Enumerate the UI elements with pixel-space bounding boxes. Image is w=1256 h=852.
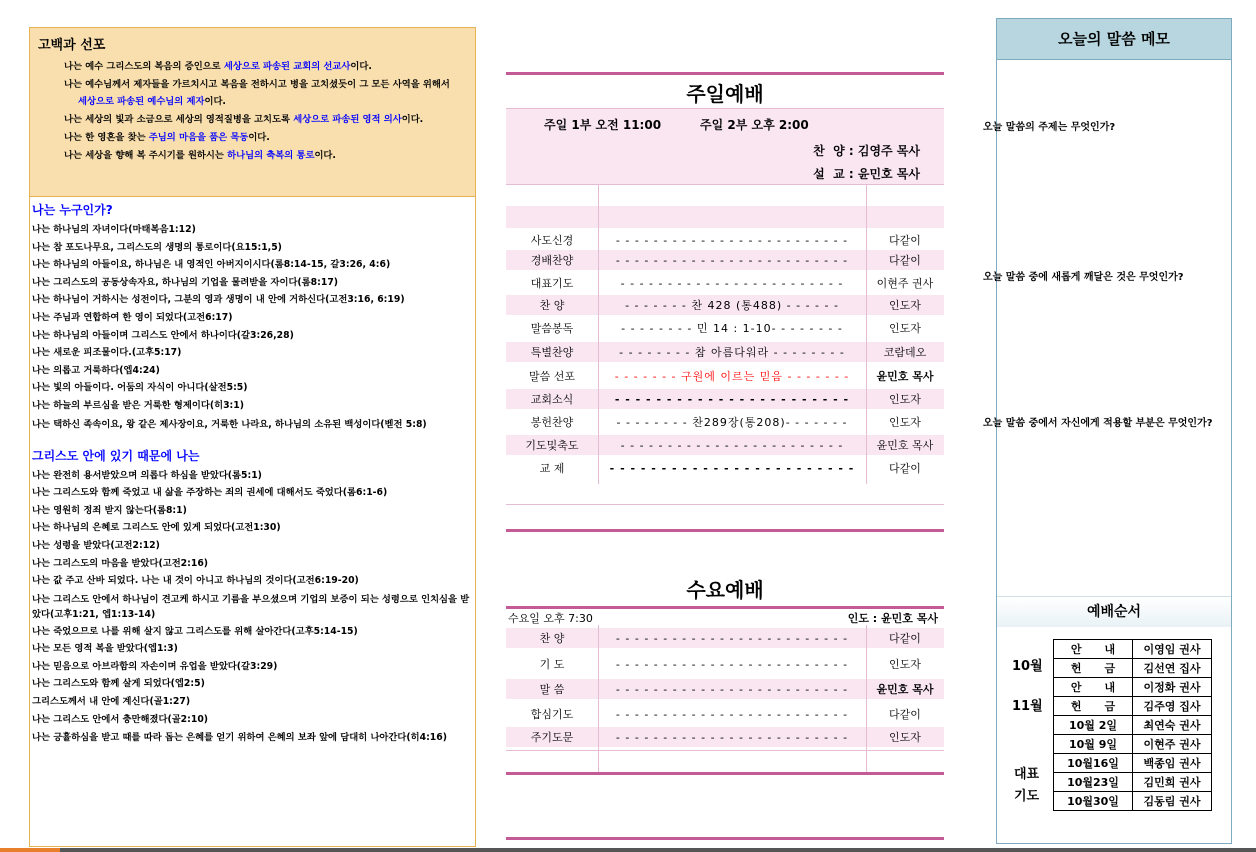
table-row: 10월30일 김동림 권사 bbox=[1054, 792, 1212, 811]
table-row: 안 내 이영임 권사 bbox=[1054, 640, 1212, 659]
table-row: 10월 2일 최연숙 권사 bbox=[1054, 716, 1212, 735]
list-item: 찬 양 - - - - - - - - - - - - - - - - - - - - - - - - - 다같이 bbox=[506, 628, 944, 648]
in-christ-line: 나는 그리스도의 마음을 받았다(고전2:16) bbox=[32, 557, 209, 569]
list-item: 말씀 선포 - - - - - - - 구원에 이르는 믿음 - - - - - - - 윤민호 목사 bbox=[528, 370, 934, 383]
list-item: 말 씀 - - - - - - - - - - - - - - - - - - - - - - - - - 윤민호 목사 bbox=[506, 679, 944, 699]
creed-line: 나는 세상을 향해 복 주시기를 원하시는 하나님의 축복의 통로이다. bbox=[64, 150, 336, 161]
identity-line: 나는 빛의 아들이다. 어둠의 자식이 아니다(살전5:5) bbox=[32, 382, 248, 394]
in-christ-line: 나는 성령을 받았다(고전2:12) bbox=[32, 539, 160, 551]
spacer-row bbox=[506, 206, 944, 228]
identity-line: 나는 택하신 족속이요, 왕 같은 제사장이요, 거룩한 나라요, 하나님의 소유된 백성이다(벧전 5:8) bbox=[32, 418, 427, 430]
praise-leader: 찬 양 : 김영주 목사 bbox=[813, 144, 920, 158]
memo-question-2: 오늘 말씀 중에 새롭게 깨달은 것은 무엇인가? bbox=[983, 272, 1184, 283]
prayer-label-1: 대표 bbox=[1014, 767, 1040, 782]
divider bbox=[506, 504, 944, 505]
identity-line: 나는 하나님의 아들이요, 하나님은 내 영적인 아버지이시다(롬8:14-15, 갈3:26, 4:6) bbox=[32, 259, 391, 271]
list-item: 교회소식 - - - - - - - - - - - - - - - - - - - - - - - 인도자 bbox=[506, 389, 944, 409]
order-table bbox=[1053, 639, 1212, 811]
in-christ-line: 나는 죽었으므로 나를 위해 살지 않고 그리스도를 위해 살아간다(고후5:14-15) bbox=[32, 625, 358, 637]
divider bbox=[506, 837, 944, 840]
wednesday-time: 수요일 오후 7:30 bbox=[508, 612, 593, 625]
table-row: 헌 금 김선연 집사 bbox=[1054, 659, 1212, 678]
in-christ-title: 그리스도 안에 있기 때문에 나는 bbox=[32, 448, 200, 463]
divider bbox=[598, 184, 599, 484]
in-christ-line: 나는 그리스도 안에서 하나님이 견고케 하시고 기름을 부으셨으며 기업의 보증이 되는 성령으로 인치심을 받았다(고후1:21, 엡1:13-14) bbox=[32, 593, 470, 620]
sunday-time-1: 주일 1부 오전 11:00 bbox=[544, 118, 662, 132]
identity-line: 나는 새로운 피조물이다.(고후5:17) bbox=[32, 347, 182, 359]
identity-line: 나는 주님과 연합하여 한 영이 되었다(고전6:17) bbox=[32, 311, 233, 323]
order-title: 예배순서 bbox=[997, 596, 1231, 627]
memo-panel bbox=[983, 18, 1232, 844]
memo-title: 오늘의 말씀 메모 bbox=[997, 19, 1231, 60]
month-nov: 11월 bbox=[1012, 699, 1043, 714]
creed-line: 나는 한 영혼을 찾는 주님의 마음을 품은 목동이다. bbox=[64, 132, 270, 143]
divider bbox=[506, 529, 944, 532]
list-item: 봉헌찬양 - - - - - - - - 찬289장(통208)- - - - - - - 인도자 bbox=[530, 416, 921, 429]
identity-line: 나는 하늘의 부르심을 받은 거룩한 형제이다(히3:1) bbox=[32, 399, 244, 411]
divider bbox=[506, 108, 944, 109]
wednesday-title: 수요예배 bbox=[686, 578, 764, 602]
identity-line: 나는 하나님이 거하시는 성전이다, 그분의 영과 생명이 내 안에 거하신다(고전3:16, 6:19) bbox=[32, 294, 405, 306]
in-christ-line: 나는 모든 영적 복을 받았다(엡1:3) bbox=[32, 643, 178, 655]
list-item: 특별찬양 - - - - - - - - 참 아름다워라 - - - - - - - - 코람데오 bbox=[506, 342, 944, 362]
in-christ-line: 나는 값 주고 산바 되었다. 나는 내 것이 아니고 하나님의 것이다(고전6:19-20) bbox=[32, 575, 359, 587]
sunday-title: 주일예배 bbox=[686, 82, 764, 106]
bottom-bar bbox=[0, 848, 1256, 852]
in-christ-line: 나는 그리스도와 함께 죽었고 내 삶을 주장하는 죄의 권세에 대해서도 죽었다(롬6:1-6) bbox=[32, 487, 388, 499]
divider bbox=[506, 184, 944, 185]
memo-question-1: 오늘 말씀의 주제는 무엇인가? bbox=[983, 122, 1116, 133]
identity-line: 나는 의롭고 거룩하다(엡4:24) bbox=[32, 364, 160, 376]
divider bbox=[506, 772, 944, 775]
creed-line: 나는 세상의 빛과 소금으로 세상의 영적질병을 고치도록 세상으로 파송된 영적 의사이다. bbox=[64, 114, 424, 125]
in-christ-line: 나는 하나님의 은혜로 그리스도 안에 있게 되었다(고전1:30) bbox=[32, 522, 281, 534]
table-row: 안 내 이정화 권사 bbox=[1054, 678, 1212, 697]
in-christ-line: 그리스도께서 내 안에 계신다(골1:27) bbox=[32, 696, 191, 708]
sunday-time-2: 주일 2부 오후 2:00 bbox=[700, 118, 809, 132]
identity-line: 나는 참 포도나무요, 그리스도의 생명의 통로이다(요15:1,5) bbox=[32, 241, 282, 253]
creed-line: 나는 예수님께서 제자들을 가르치시고 복음을 전하시고 병을 고치셨듯이 그 모든 사역을 위해서 세상으로 파송된 예수님의 제자이다. bbox=[64, 79, 450, 107]
creed-title: 고백과 선포 bbox=[38, 38, 106, 53]
left-panel bbox=[29, 27, 476, 847]
in-christ-line: 나는 그리스도와 함께 살게 되었다(엡2:5) bbox=[32, 678, 205, 690]
list-item: 말씀봉독 - - - - - - - - 민 14 : 1-10- - - - - - - - 인도자 bbox=[530, 322, 921, 335]
worship-panel bbox=[506, 70, 944, 842]
prayer-label-2: 기도 bbox=[1014, 789, 1040, 804]
creed-box bbox=[30, 28, 475, 197]
identity-line: 나는 하나님의 아들이며 그리스도 안에서 하나이다(갈3:26,28) bbox=[32, 329, 294, 341]
table-row: 10월 9일 이현주 권사 bbox=[1054, 735, 1212, 754]
wednesday-leader: 인도 : 윤민호 목사 bbox=[847, 612, 938, 625]
identity-line: 나는 하나님의 자녀이다(마태복음1:12) bbox=[32, 224, 196, 235]
table-row: 10월16일 백종임 권사 bbox=[1054, 754, 1212, 773]
in-christ-line: 나는 믿음으로 아브라함의 자손이며 유업을 받았다(갈3:29) bbox=[32, 660, 278, 672]
list-item: 대표기도 - - - - - - - - - - - - - - - - - - - - - - - - 이현주 권사 bbox=[530, 276, 934, 290]
table-row: 10월23일 김민희 권사 bbox=[1054, 773, 1212, 792]
creed-line: 나는 예수 그리스도의 복음의 증인으로 세상으로 파송된 교회의 선교사이다. bbox=[64, 61, 372, 72]
list-item: 주기도문 - - - - - - - - - - - - - - - - - - - - - - - - - 인도자 bbox=[506, 727, 944, 747]
bottom-bar-accent bbox=[0, 848, 60, 852]
list-item: 사도신경 - - - - - - - - - - - - - - - - - - - - - - - - - 다같이 bbox=[530, 233, 921, 247]
table-row: 헌 금 김주영 집사 bbox=[1054, 697, 1212, 716]
in-christ-line: 나는 그리스도 안에서 충만해졌다(골2:10) bbox=[32, 713, 209, 725]
list-item: 합심기도 - - - - - - - - - - - - - - - - - - - - - - - - - 다같이 bbox=[530, 707, 921, 721]
list-item: 기도및축도 - - - - - - - - - - - - - - - - - - - - - - - - 윤민호 목사 bbox=[506, 435, 944, 455]
identity-title: 나는 누구인가? bbox=[32, 203, 113, 217]
in-christ-line: 나는 완전히 용서받았으며 의롭다 하심을 받았다(롬5:1) bbox=[32, 469, 262, 481]
identity-line: 나는 그리스도의 공동상속자요, 하나님의 기업을 물려받을 자이다(롬8:17) bbox=[32, 276, 339, 288]
in-christ-line: 나는 영원히 정죄 받지 않는다(롬8:1) bbox=[32, 504, 187, 516]
memo-question-3: 오늘 말씀 중에서 자신에게 적용할 부분은 무엇인가? bbox=[983, 418, 1213, 429]
sermon-leader: 설 교 : 윤민호 목사 bbox=[813, 167, 920, 181]
list-item: 경배찬양 - - - - - - - - - - - - - - - - - - - - - - - - - 다같이 bbox=[506, 250, 944, 270]
divider bbox=[866, 184, 867, 484]
divider bbox=[506, 606, 944, 609]
list-item: 교 제 - - - - - - - - - - - - - - - - - - - - - - - - 다같이 bbox=[539, 461, 921, 475]
list-item: 기 도 - - - - - - - - - - - - - - - - - - - - - - - - - 인도자 bbox=[539, 657, 921, 671]
divider bbox=[506, 750, 944, 751]
list-item: 찬 양 - - - - - - - 찬 428 (통488) - - - - - - 인도자 bbox=[506, 295, 944, 315]
in-christ-line: 나는 긍휼하심을 받고 때를 따라 돕는 은혜를 얻기 위하여 은혜의 보좌 앞에 담대히 나아간다(히4:16) bbox=[32, 732, 447, 744]
month-oct: 10월 bbox=[1012, 659, 1043, 674]
divider bbox=[506, 72, 944, 75]
